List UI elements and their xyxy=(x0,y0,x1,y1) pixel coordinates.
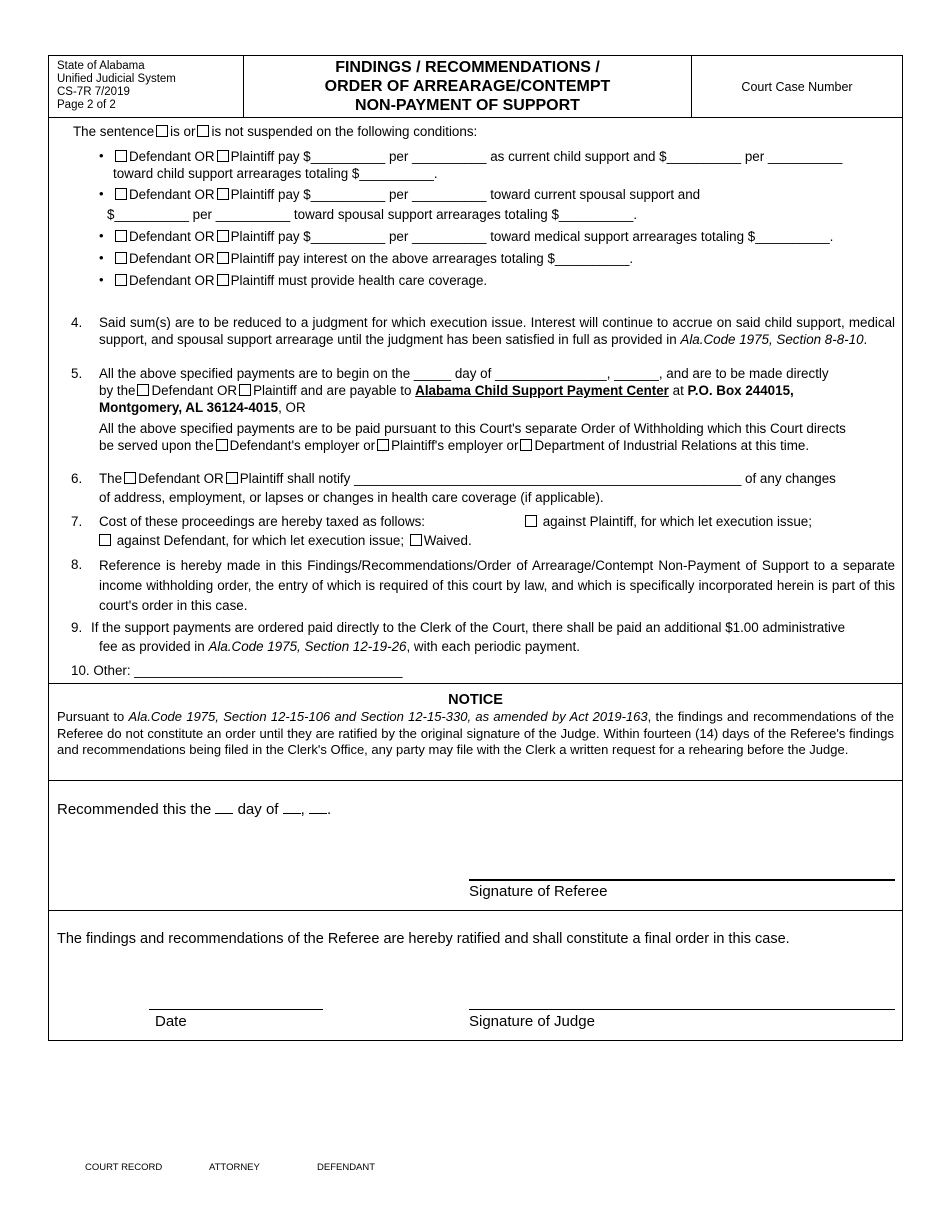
ratified-text: The findings and recommendations of the Referee are hereby ratified and shall constitute a final order in this case. xyxy=(57,931,790,947)
defendant-employer-checkbox[interactable] xyxy=(216,439,228,451)
item-number: 6. xyxy=(71,471,83,486)
ratified-section xyxy=(49,911,902,1039)
defendant-checkbox[interactable] xyxy=(115,274,127,286)
month-blank[interactable] xyxy=(283,802,301,814)
item-5-line: All the above specified payments are to begin on the _____ day of _______________, ______, and are to be made directly xyxy=(99,366,829,381)
case-number-label: Court Case Number xyxy=(741,79,853,94)
item-8-text: Reference is hereby made in this Findings/Recommendations/Order of Arrearage/Contempt Non-Payment of Support to a separate income withholding order, the entry of which is required of this court by law, and which is specifically incorporated herein is part of this court's order in this case. xyxy=(99,558,895,613)
page-number: Page 2 of 2 xyxy=(57,99,116,111)
item-number: 5. xyxy=(71,366,83,381)
against-defendant-checkbox[interactable] xyxy=(99,534,111,546)
defendant-checkbox[interactable] xyxy=(115,150,127,162)
defendant-checkbox[interactable] xyxy=(137,384,149,396)
defendant-checkbox[interactable] xyxy=(115,188,127,200)
condition-health-coverage: Defendant OR Plaintiff must provide health care coverage. xyxy=(113,272,487,289)
item-9-line: If the support payments are ordered paid directly to the Clerk of the Court, there shall be paid an additional $1.00 administrative xyxy=(91,620,846,635)
plaintiff-checkbox[interactable] xyxy=(217,188,229,200)
condition-spousal-support: Defendant OR Plaintiff pay $__________ per __________ toward current spousal support and xyxy=(113,186,700,203)
bullet-icon: • xyxy=(99,148,104,163)
notice-section xyxy=(49,684,902,781)
date-label: Date xyxy=(155,1013,187,1030)
day-blank[interactable] xyxy=(215,802,233,814)
state-name: State of Alabama xyxy=(57,60,145,72)
judge-signature-label: Signature of Judge xyxy=(469,1013,595,1030)
item-5-served-line: be served upon the Defendant's employer or Plaintiff's employer or Department of Industrial Relations at this time. xyxy=(99,438,810,453)
copy-label: COURT RECORD xyxy=(85,1162,163,1173)
item-6-line: of address, employment, or lapses or changes in health care coverage (if applicable). xyxy=(99,490,604,505)
against-plaintiff-checkbox[interactable] xyxy=(525,515,537,527)
item-10-line[interactable]: 10. Other: ____________________________________ xyxy=(71,663,403,678)
copy-label: DEFENDANT xyxy=(317,1162,376,1173)
item-7-option: against Plaintiff, for which let execution issue; xyxy=(523,513,812,530)
defendant-checkbox[interactable] xyxy=(115,230,127,242)
item-7-line: Cost of these proceedings are hereby taxed as follows: xyxy=(99,514,426,529)
case-number-box[interactable] xyxy=(692,56,902,117)
not-suspended-checkbox[interactable] xyxy=(197,125,209,137)
item-5-payer-line: by the Defendant OR Plaintiff and are payable to Alabama Child Support Payment Center at P.O. Box 244015, xyxy=(99,383,794,398)
item-6-line: The Defendant OR Plaintiff shall notify ____________________________________________________ of any changes xyxy=(99,471,836,486)
recommended-section xyxy=(49,781,902,911)
item-5-address: Montgomery, AL 36124-4015, OR xyxy=(99,400,306,415)
bullet-icon: • xyxy=(99,186,104,201)
plaintiff-checkbox[interactable] xyxy=(217,252,229,264)
recommended-line: Recommended this the day of , . xyxy=(57,801,332,818)
plaintiff-checkbox[interactable] xyxy=(226,472,238,484)
form-frame xyxy=(48,55,903,1041)
condition-interest: Defendant OR Plaintiff pay interest on the above arrearages totaling $__________. xyxy=(113,250,633,267)
form-id: CS-7R 7/2019 xyxy=(57,86,130,98)
judge-signature-line[interactable] xyxy=(469,1009,895,1010)
date-line[interactable] xyxy=(149,1009,323,1010)
year-blank[interactable] xyxy=(309,802,327,814)
dir-checkbox[interactable] xyxy=(520,439,532,451)
condition-medical-support: Defendant OR Plaintiff pay $__________ per __________ toward medical support arrearages totaling $__________. xyxy=(113,228,833,245)
title-line: NON-PAYMENT OF SUPPORT xyxy=(355,97,580,114)
referee-signature-line[interactable] xyxy=(469,879,895,881)
system-name: Unified Judicial System xyxy=(57,73,176,85)
title-line: ORDER OF ARREARAGE/CONTEMPT xyxy=(324,78,611,95)
condition-child-support: Defendant OR Plaintiff pay $__________ per __________ as current child support and $__________ per __________ xyxy=(113,148,842,165)
suspended-checkbox[interactable] xyxy=(156,125,168,137)
plaintiff-checkbox[interactable] xyxy=(217,150,229,162)
item-5-line: All the above specified payments are to be paid pursuant to this Court's separate Order of Withholding which this Court directs xyxy=(99,421,846,436)
agency-block xyxy=(49,56,244,117)
waived-checkbox[interactable] xyxy=(410,534,422,546)
item-7-line: against Defendant, for which let execution issue; Waived. xyxy=(97,532,472,549)
copy-label: ATTORNEY xyxy=(209,1162,260,1173)
plaintiff-employer-checkbox[interactable] xyxy=(377,439,389,451)
sentence-line: The sentence is or is not suspended on the following conditions: xyxy=(73,124,478,139)
notice-heading: NOTICE xyxy=(448,692,503,708)
plaintiff-checkbox[interactable] xyxy=(217,274,229,286)
referee-signature-label: Signature of Referee xyxy=(469,883,608,900)
item-number: 4. xyxy=(71,315,83,330)
item-4-text: Said sum(s) are to be reduced to a judgment for which execution issue. Interest will continue to accrue on said child support, medical support, and spousal support arrearage until the judgment has been satisfied in full as provided in Ala.Code 1975, Section 8-8-10. xyxy=(99,315,895,347)
order-body xyxy=(49,118,902,684)
item-number: 9. xyxy=(71,620,83,635)
item-9-line: fee as provided in Ala.Code 1975, Section 12-19-26, with each periodic payment. xyxy=(99,639,580,654)
form-title xyxy=(244,56,692,117)
notice-text: Pursuant to Ala.Code 1975, Section 12-15-106 and Section 12-15-330, as amended by Act 2019-163, the findings and recommendations of the Referee do not constitute an order until they are ratified by the original signature of the Judge. Within fourteen (14) days of the Referee's findings and recommendations being filed in the Clerk's Office, any party may file with the Clerk a written request for a rehearing before the Judge. xyxy=(57,709,894,757)
item-number: 7. xyxy=(71,514,83,529)
defendant-checkbox[interactable] xyxy=(124,472,136,484)
bullet-icon: • xyxy=(99,272,104,287)
item-number: 8. xyxy=(71,557,83,572)
condition-text: toward child support arrearages totaling $__________. xyxy=(113,166,438,181)
form-header xyxy=(49,56,902,118)
plaintiff-checkbox[interactable] xyxy=(217,230,229,242)
plaintiff-checkbox[interactable] xyxy=(239,384,251,396)
title-line: FINDINGS / RECOMMENDATIONS / xyxy=(335,59,600,76)
condition-text: $__________ per __________ toward spousal support arrearages totaling $__________. xyxy=(107,207,638,222)
bullet-icon: • xyxy=(99,250,104,265)
defendant-checkbox[interactable] xyxy=(115,252,127,264)
bullet-icon: • xyxy=(99,228,104,243)
